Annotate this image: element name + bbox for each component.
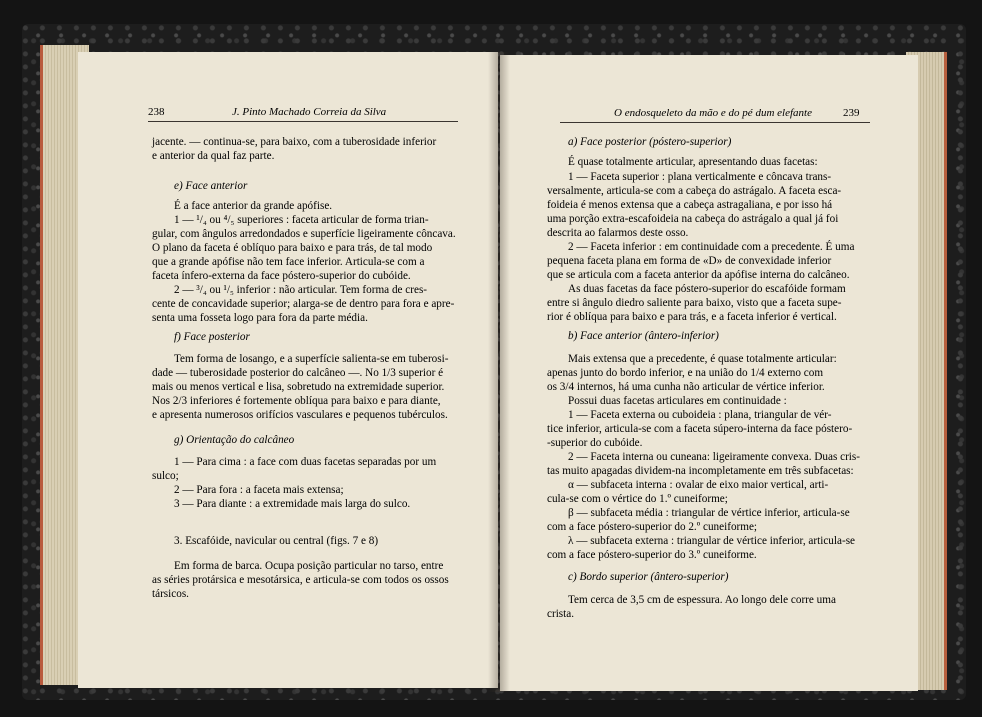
text-line: cula-se com o vértice do 1.º cuneiforme; xyxy=(547,493,728,505)
text-line: que a grande apófise não tem face inferior. Articula-se com a xyxy=(152,256,425,268)
text-line: tice inferior, articula-se com a faceta súpero-interna da face póstero- xyxy=(547,423,853,435)
text-line: Tem forma de losango, e a superfície salienta-se em tuberosi- xyxy=(174,353,449,365)
text-line: λ — subfaceta externa : triangular de vértice inferior, articula-se xyxy=(568,535,856,547)
text-line: crista. xyxy=(547,608,575,620)
text-line: É a face anterior da grande apófise. xyxy=(174,200,333,212)
text-line: e apresenta numerosos orifícios vasculares e pequenos tubérculos. xyxy=(152,409,448,421)
text-line: senta uma fosseta logo para fora da parte média. xyxy=(152,312,368,324)
text-line: b) Face anterior (ântero-inferior) xyxy=(568,330,719,342)
right-page-number: 239 xyxy=(843,107,860,119)
text-line: jacente. — continua-se, para baixo, com a tuberosidade inferior xyxy=(152,136,437,148)
book-gutter xyxy=(488,52,510,692)
text-line: Mais extensa que a precedente, é quase totalmente articular: xyxy=(568,353,837,365)
text-line: descrita ao falarmos deste osso. xyxy=(547,227,689,239)
text-line: -superior do cubóide. xyxy=(547,437,643,449)
text-line: 3 — Para diante : a extremidade mais larga do sulco. xyxy=(174,498,411,510)
text-line: e) Face anterior xyxy=(174,180,248,192)
text-line: Nos 2/3 inferiores é fortemente oblíqua para baixo e para diante, xyxy=(152,395,441,407)
text-line: 1 — Para cima : a face com duas facetas separadas por um xyxy=(174,456,437,468)
text-line: e anterior da qual faz parte. xyxy=(152,150,275,162)
text-line: dade — tuberosidade posterior do calcâneo —. No 1/3 superior é xyxy=(152,367,444,379)
left-page-number: 238 xyxy=(148,106,165,118)
text-line: 2 — Faceta interna ou cuneana: ligeiramente convexa. Duas cris- xyxy=(568,451,860,463)
text-line: gular, com ângulos arredondados e superfície ligeiramente côncava. xyxy=(152,228,456,240)
left-header-rule xyxy=(148,121,458,122)
text-line: faceta ínfero-externa da face póstero-superior do cubóide. xyxy=(152,270,411,282)
text-line: que se articula com a faceta anterior da apófise interna do calcâneo. xyxy=(547,269,850,281)
text-line: com a face póstero-superior do 3.º cuneiforme. xyxy=(547,549,757,561)
text-line: Em forma de barca. Ocupa posição particular no tarso, entre xyxy=(174,560,444,572)
text-line: a) Face posterior (póstero-superior) xyxy=(568,136,732,148)
text-line: f) Face posterior xyxy=(174,331,250,343)
text-line: as séries protársica e mesotársica, e articula-se com todos os ossos xyxy=(152,574,449,586)
left-running-head: J. Pinto Machado Correia da Silva xyxy=(232,106,387,118)
text-line: As duas facetas da face póstero-superior do escafóide formam xyxy=(568,283,846,295)
text-line: foideia é menos extensa que a cabeça astragaliana, e por isso há xyxy=(547,199,833,211)
text-line: entre si ângulo diedro saliente para baixo, visto que a faceta supe- xyxy=(547,297,842,309)
text-line: 2 — Para fora : a faceta mais extensa; xyxy=(174,484,344,496)
text-line: 2 — Faceta inferior : em continuidade com a precedente. É uma xyxy=(568,241,855,253)
text-line: β — subfaceta média : triangular de vértice inferior, articula-se xyxy=(568,507,850,519)
text-line: É quase totalmente articular, apresentando duas facetas: xyxy=(568,156,818,168)
text-line: Tem cerca de 3,5 cm de espessura. Ao longo dele corre uma xyxy=(568,594,836,606)
text-line: pequena faceta plana em forma de «D» de convexidade inferior xyxy=(547,255,832,267)
text-line: apenas junto do bordo inferior, e na união do 1/4 externo com xyxy=(547,367,824,379)
text-line: társicos. xyxy=(152,588,189,600)
text-line: com a face póstero-superior do 2.º cuneiforme; xyxy=(547,521,758,533)
text-line: sulco; xyxy=(152,470,179,482)
text-line: os 3/4 internos, há uma cunha não articular de vértice inferior. xyxy=(547,381,825,393)
text-line: Possui duas facetas articulares em continuidade : xyxy=(568,395,787,407)
text-line: versalmente, articula-se com a cabeça do astrágalo. A faceta esca- xyxy=(547,185,842,197)
text-line: c) Bordo superior (ântero-superior) xyxy=(568,571,729,583)
right-running-head: O endosqueleto da mão e do pé dum elefante xyxy=(614,107,812,119)
text-line: tas muito apagadas dividem-na incompletamente em três subfacetas: xyxy=(547,465,854,477)
text-line: 1 — Faceta superior : plana verticalmente e côncava trans- xyxy=(568,171,832,183)
text-line: 2 — ³/₄ ou ¹/₅ inferior : não articular. Tem forma de cres- xyxy=(174,284,428,296)
text-line: g) Orientação do calcâneo xyxy=(174,434,295,446)
text-line: uma porção extra-escafoideia na cabeça do astrágalo a qual já foi xyxy=(547,213,839,225)
text-line: rior é oblíqua para baixo e para trás, e a faceta inferior é vertical. xyxy=(547,311,837,323)
text-line: 1 — Faceta externa ou cuboideia : plana, triangular de vér- xyxy=(568,409,832,421)
text-line: 1 — ¹/₄ ou ⁴/₅ superiores : faceta articular de forma trian- xyxy=(174,214,429,226)
text-line: α — subfaceta interna : ovalar de eixo maior vertical, arti- xyxy=(568,479,829,491)
text-line: 3. Escafóide, navicular ou central (figs. 7 e 8) xyxy=(174,535,379,547)
text-line: O plano da faceta é oblíquo para baixo e para trás, de tal modo xyxy=(152,242,433,254)
right-header-rule xyxy=(560,122,870,123)
text-line: mais ou menos vertical e lisa, sobretudo na extremidade superior. xyxy=(152,381,445,393)
text-line: cente de concavidade superior; alarga-se de dentro para fora e apre- xyxy=(152,298,455,310)
